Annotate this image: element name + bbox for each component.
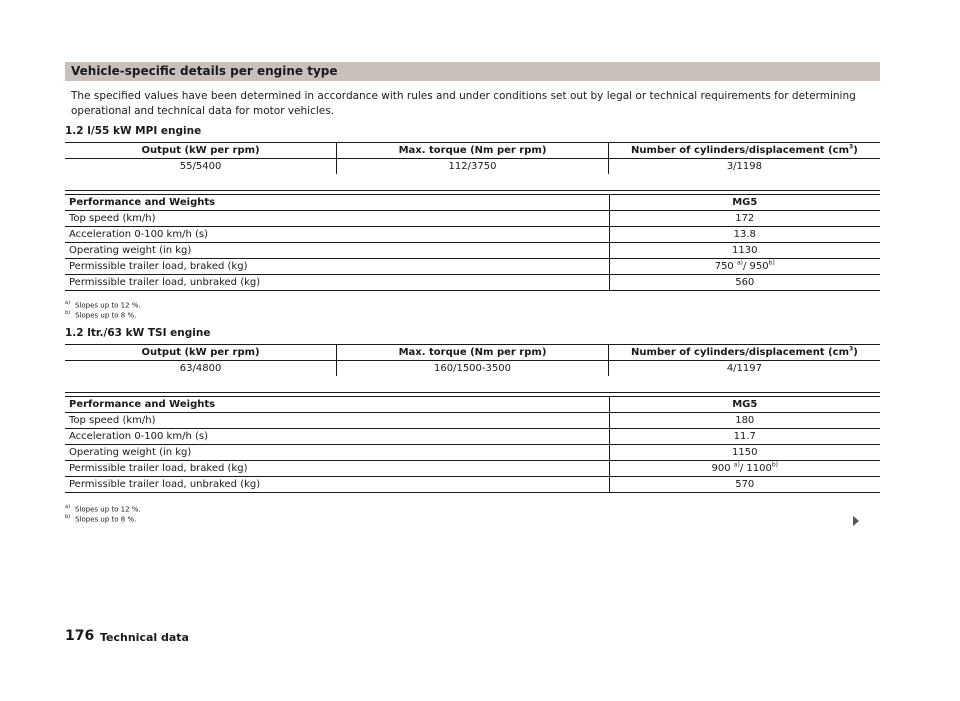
spec-header-output: Output (kW per rpm) — [65, 345, 337, 361]
footnote-a: $^{a)}$ Slopes up to 12 %. — [65, 300, 141, 310]
engine-2-title: 1.2 ltr./63 kW TSI engine — [65, 327, 211, 339]
spec-value-row — [65, 361, 880, 377]
spec-header-cylinders: Number of cylinders/displacement $(cm^3)$ — [608, 345, 880, 361]
spec-header-torque: Max. torque (Nm per rpm) — [337, 143, 609, 159]
row-value: 13.8 — [609, 227, 880, 243]
row-label: Permissible trailer load, braked (kg) — [69, 261, 248, 272]
spec-value-torque: 160/1500-3500 — [337, 361, 609, 377]
footnote-b: $^{b)}$ Slopes up to 8 %. — [65, 514, 137, 524]
engine-1-spec-table — [65, 142, 880, 191]
table-row — [65, 211, 880, 227]
spec-header-output: Output (kW per rpm) — [65, 143, 337, 159]
spec-value-output: 63/4800 — [179, 363, 222, 374]
perf-header-label: Performance and Weights — [69, 197, 216, 208]
row-value: 570 — [609, 477, 880, 493]
row-label: Permissible trailer load, unbraked (kg) — [69, 277, 261, 288]
row-value: 560 — [609, 275, 880, 291]
spec-spacer-row — [65, 174, 880, 191]
perf-header-model: MG5 — [609, 397, 880, 413]
engine-2-spec-table — [65, 344, 880, 393]
page-section-title: Technical data — [100, 631, 189, 644]
engine-1-title: 1.2 l/55 kW MPI engine — [65, 125, 202, 137]
perf-header-model: MG5 — [609, 195, 880, 211]
perf-header-row — [65, 397, 880, 413]
row-label: Operating weight (in kg) — [69, 245, 192, 256]
spec-header-row — [65, 143, 880, 159]
row-value: 11.7 — [609, 429, 880, 445]
perf-header-row — [65, 195, 880, 211]
row-value: 180 — [609, 413, 880, 429]
spec-value-output: 55/5400 — [179, 161, 222, 172]
table-row — [65, 461, 880, 477]
row-value: 750 $^{a)}$/ 950$^{b)}$ — [609, 259, 880, 275]
intro-paragraph: The specified values have been determined in accordance with rules and under conditions set out by legal or technical requirements for determining operational and technical data for motor vehicles. — [71, 90, 856, 117]
row-value: 1130 — [609, 243, 880, 259]
row-label: Top speed (km/h) — [69, 415, 156, 426]
table-row — [65, 275, 880, 291]
row-value: 172 — [609, 211, 880, 227]
spec-value-cylinders: 3/1198 — [608, 159, 880, 175]
perf-header-label: Performance and Weights — [69, 399, 216, 410]
engine-1-perf-table — [65, 194, 880, 291]
row-label: Permissible trailer load, braked (kg) — [69, 463, 248, 474]
spec-spacer-row — [65, 376, 880, 393]
table-row — [65, 413, 880, 429]
page-header: Vehicle-specific details per engine type — [65, 62, 880, 81]
page-number: 176 — [65, 628, 95, 644]
table-row — [65, 429, 880, 445]
row-value: 900 $^{a)}$/ 1100$^{b)}$ — [609, 461, 880, 477]
spec-header-cylinders: Number of cylinders/displacement $(cm^3)$ — [608, 143, 880, 159]
row-label: Acceleration 0-100 km/h (s) — [69, 431, 208, 442]
table-row — [65, 243, 880, 259]
spec-value-row — [65, 159, 880, 175]
triangle-right-icon — [853, 516, 859, 526]
row-label: Top speed (km/h) — [69, 213, 156, 224]
spec-value-torque: 112/3750 — [337, 159, 609, 175]
spec-header-row — [65, 345, 880, 361]
table-row — [65, 227, 880, 243]
row-value: 1150 — [609, 445, 880, 461]
row-label: Permissible trailer load, unbraked (kg) — [69, 479, 261, 490]
footnote-a: $^{a)}$ Slopes up to 12 %. — [65, 504, 141, 514]
table-row — [65, 259, 880, 275]
row-label: Operating weight (in kg) — [69, 447, 192, 458]
row-label: Acceleration 0-100 km/h (s) — [69, 229, 208, 240]
table-row — [65, 477, 880, 493]
engine-2-perf-table — [65, 396, 880, 493]
spec-header-torque: Max. torque (Nm per rpm) — [337, 345, 609, 361]
footnote-b: $^{b)}$ Slopes up to 8 %. — [65, 310, 137, 320]
spec-value-cylinders: 4/1197 — [608, 361, 880, 377]
table-row — [65, 445, 880, 461]
